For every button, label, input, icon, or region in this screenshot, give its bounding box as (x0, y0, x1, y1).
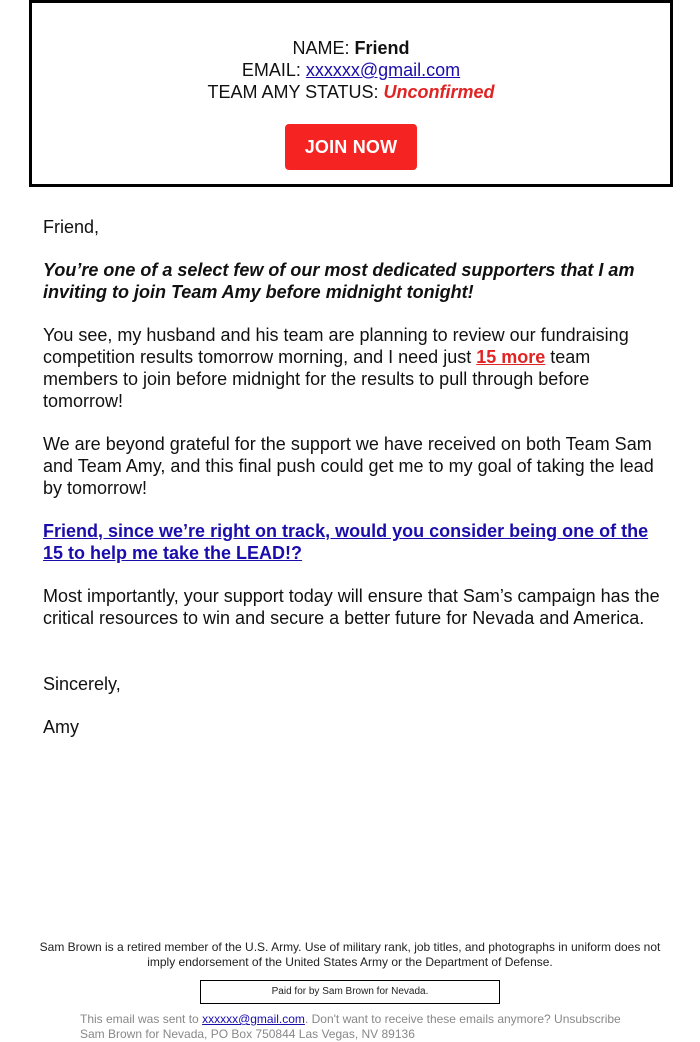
email-label: EMAIL: (241, 60, 301, 80)
paragraph-1-before: You see, my husband and his team are planning to review our fundraising competition results tomorrow morning, and I need just (43, 325, 629, 367)
unsubscribe-link[interactable]: Unsubscribe (554, 1012, 621, 1026)
paid-for-box: Paid for by Sam Brown for Nevada. (200, 980, 500, 1004)
military-disclaimer: Sam Brown is a retired member of the U.S. Army. Use of military rank, job titles, and photographs in uniform does not imply endorsement of the United States Army or the Department of Defense. (39, 940, 661, 969)
fifteen-more-link[interactable]: 15 more (476, 347, 546, 367)
signature: Amy (43, 717, 79, 737)
email-link[interactable]: xxxxxx@gmail.com (305, 60, 461, 80)
cta-paragraph (43, 520, 663, 564)
sent-to-prefix: This email was sent to (80, 1012, 199, 1026)
paragraph-1 (43, 324, 663, 412)
status-row (32, 81, 670, 103)
cta-link[interactable]: Friend, since we’re right on track, would you consider being one of the 15 to help me take the LEAD!? (43, 521, 649, 563)
email-row (32, 59, 670, 81)
greeting: Friend, (43, 217, 100, 237)
mailing-address: Sam Brown for Nevada, PO Box 750844 Las Vegas, NV 89136 (80, 1027, 415, 1041)
paragraph-2: We are beyond grateful for the support we have received on both Team Sam and Team Amy, and this final push could get me to my goal of taking the lead by tomorrow! (43, 434, 654, 498)
name-label: NAME: (292, 38, 350, 58)
status-label: TEAM AMY STATUS: (207, 82, 379, 102)
closing: Sincerely, (43, 674, 121, 694)
join-now-button[interactable]: JOIN NOW (285, 124, 417, 170)
paragraph-1-after: team members to join before midnight for the results to pull through before tomorrow! (43, 347, 591, 411)
name-row (32, 37, 670, 59)
sent-to-suffix: . Don't want to receive these emails anymore? (304, 1012, 551, 1026)
status-value: Unconfirmed (383, 82, 495, 102)
status-box (29, 0, 673, 187)
letter-body (43, 216, 663, 759)
intro-paragraph: You’re one of a select few of our most dedicated supporters that I am inviting to join Team Amy before midnight tonight! (43, 260, 635, 302)
name-value: Friend (354, 38, 410, 58)
status-lines (32, 37, 670, 103)
sent-to-email-link[interactable]: xxxxxx@gmail.com (202, 1012, 305, 1026)
paragraph-3: Most importantly, your support today will ensure that Sam’s campaign has the critical resources to win and secure a better future for Nevada and America. (43, 586, 660, 628)
unsubscribe-footer (80, 1012, 680, 1042)
